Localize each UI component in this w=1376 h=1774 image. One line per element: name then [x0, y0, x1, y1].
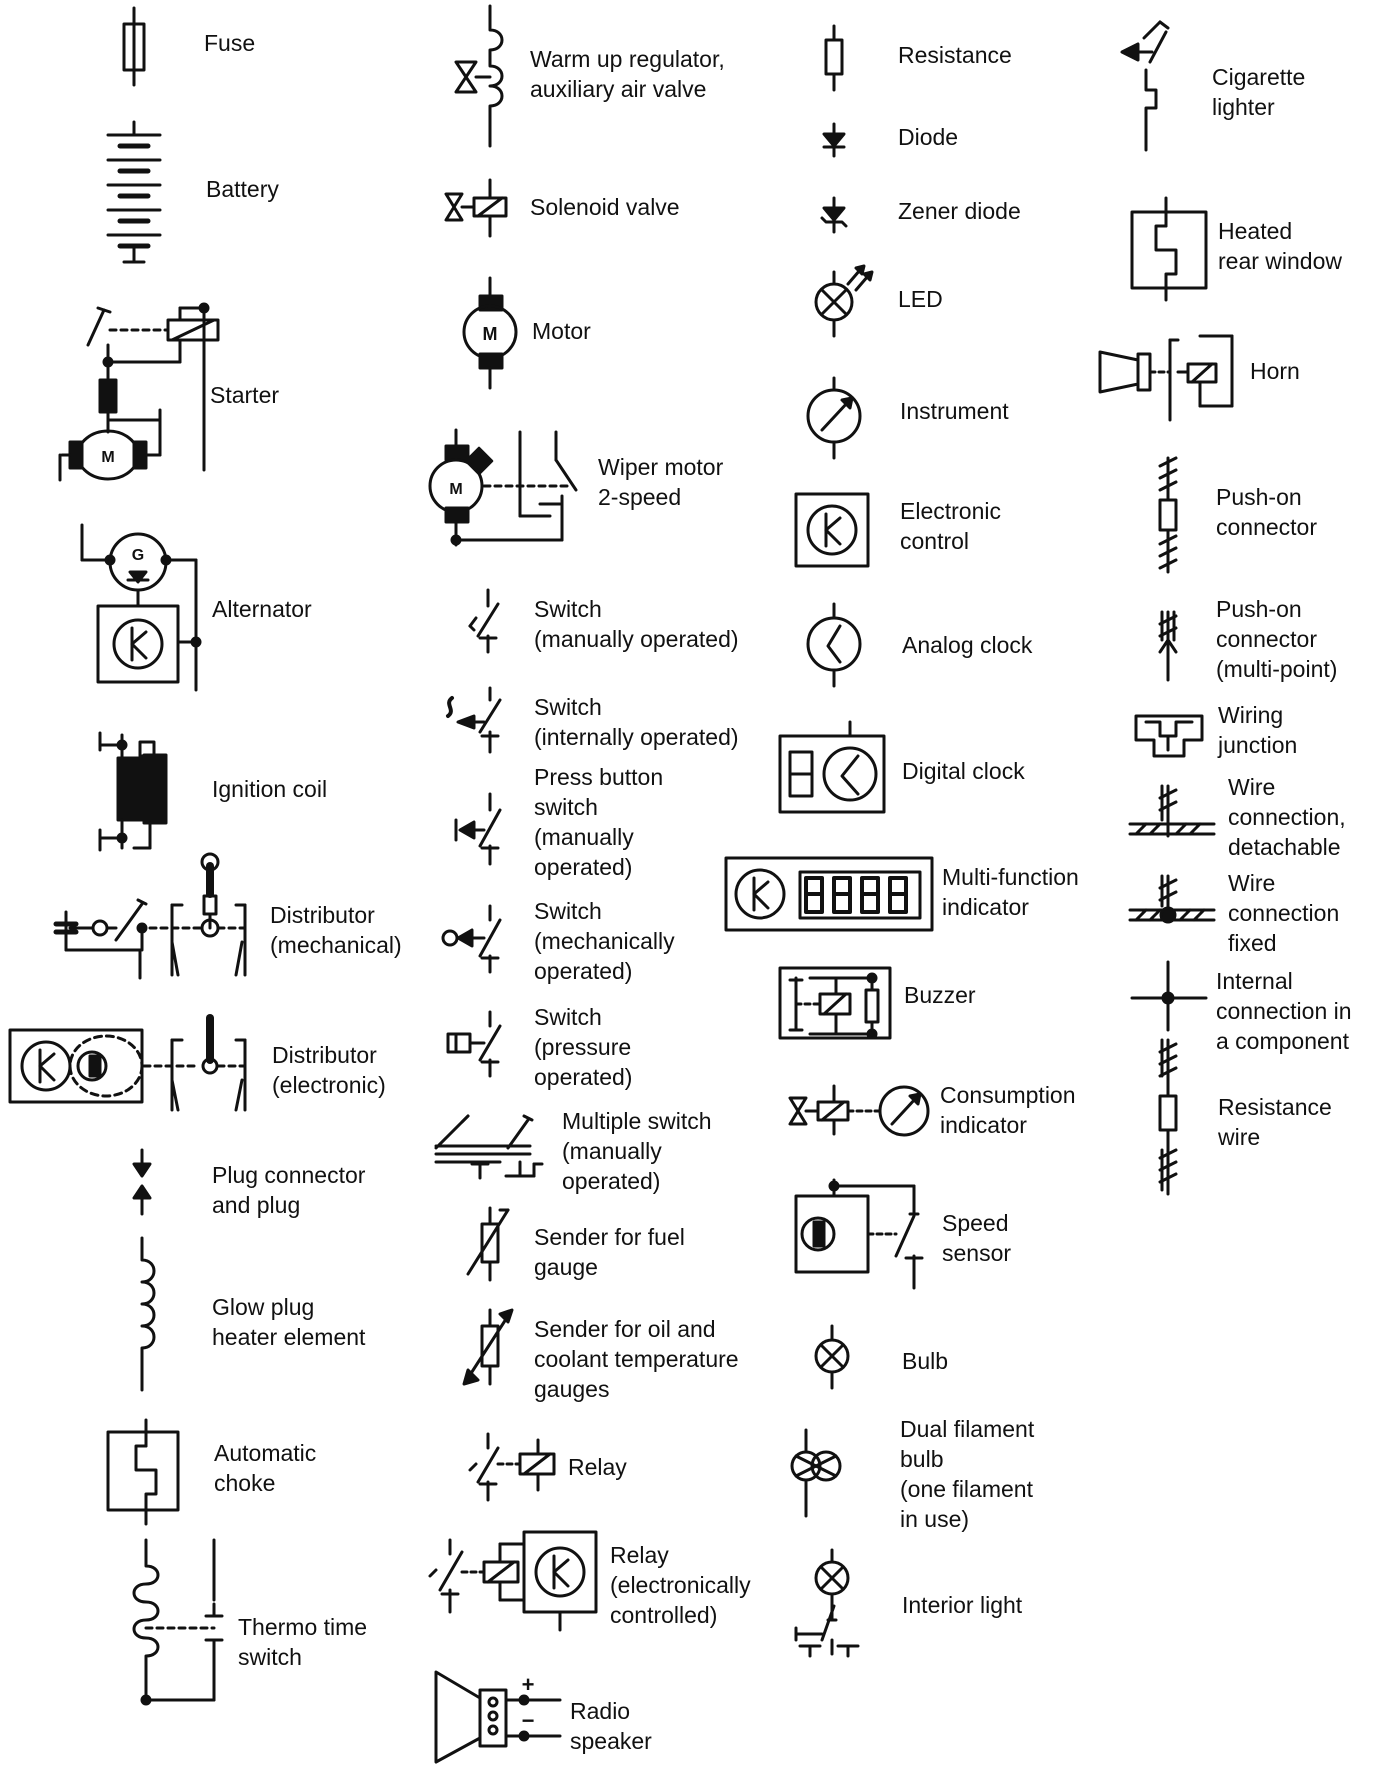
relay-symbol: [470, 1434, 554, 1500]
label-line: Radio: [570, 1698, 631, 1724]
label-buzzer: [904, 980, 976, 1010]
label-line: a component: [1216, 1028, 1349, 1054]
label-line: junction: [1218, 732, 1298, 758]
push-on-connector-multi-symbol: [1160, 612, 1176, 680]
label-line: Distributor: [270, 902, 375, 928]
starter-glyph: M: [101, 449, 115, 466]
label-line: Speed: [942, 1210, 1009, 1236]
label-interior-light: [902, 1590, 1022, 1620]
label-line: choke: [214, 1470, 276, 1496]
label-switch-manual: [534, 594, 739, 654]
label-line: Starter: [210, 382, 280, 408]
label-line: LED: [898, 286, 943, 312]
zener-diode-symbol: [822, 198, 846, 232]
label-fuse: [204, 28, 255, 58]
internal-connection-symbol: [1132, 962, 1206, 1030]
label-speed-sensor: [942, 1208, 1011, 1268]
label-zener-diode: [898, 196, 1021, 226]
automatic-choke-symbol: [108, 1420, 178, 1524]
multi-function-indicator-symbol: [726, 858, 932, 930]
label-consumption-indicator: [940, 1080, 1076, 1140]
label-warm-up-regulator: [530, 44, 725, 104]
switch-mechanical-symbol: [443, 906, 500, 972]
label-electronic-control: [900, 496, 1001, 556]
fuse-symbol: [124, 8, 144, 85]
label-line: Motor: [532, 318, 591, 344]
label-line: switch: [238, 1644, 302, 1670]
label-line: Switch: [534, 898, 602, 924]
distributor-mechanical-symbol: [56, 854, 245, 978]
label-line: Consumption: [940, 1082, 1076, 1108]
switch-pressure-symbol: [448, 1012, 500, 1076]
label-line: auxiliary air valve: [530, 76, 707, 102]
label-line: wire: [1218, 1124, 1261, 1150]
label-line: Dual filament: [900, 1416, 1035, 1442]
ignition-coil-symbol: [100, 733, 166, 850]
label-line: Relay: [610, 1542, 669, 1568]
alternator-glyph: G: [131, 547, 145, 564]
label-line: Thermo time: [238, 1614, 368, 1640]
label-line: Electronic: [900, 498, 1001, 524]
label-line: Diode: [898, 124, 959, 150]
label-plug-connector: [212, 1160, 365, 1220]
label-line: Resistance: [898, 42, 1012, 68]
horn-symbol: [1100, 336, 1232, 420]
label-line: fixed: [1228, 930, 1277, 956]
label-push-on-connector-multi: [1216, 594, 1337, 684]
label-line: Instrument: [900, 398, 1009, 424]
switch-internal-symbol: [448, 688, 500, 752]
label-line: operated): [534, 1064, 633, 1090]
label-line: heater element: [212, 1324, 366, 1350]
label-line: Buzzer: [904, 982, 976, 1008]
label-alternator: [212, 594, 312, 624]
label-battery: [206, 174, 279, 204]
battery-symbol: [108, 122, 160, 262]
label-line: lighter: [1212, 94, 1275, 120]
starter-symbol: [60, 304, 218, 480]
label-line: in use): [900, 1506, 970, 1532]
label-dual-filament-bulb: [900, 1414, 1034, 1534]
label-line: detachable: [1228, 834, 1341, 860]
label-line: connector: [1216, 626, 1318, 652]
label-line: coolant temperature: [534, 1346, 739, 1372]
label-glow-plug: [212, 1292, 365, 1352]
label-line: switch: [534, 794, 598, 820]
interior-light-symbol: [796, 1550, 858, 1656]
label-line: Internal: [1216, 968, 1293, 994]
label-line: speaker: [570, 1728, 652, 1754]
label-line: Multiple switch: [562, 1108, 712, 1134]
label-sender-fuel: [534, 1222, 685, 1282]
label-line: Multi-function: [942, 864, 1079, 890]
label-relay-electronic: [610, 1540, 751, 1630]
warm-up-regulator-symbol: [456, 6, 502, 146]
label-thermo-time-switch: [238, 1612, 367, 1672]
radio-speaker-symbol: [436, 1672, 560, 1762]
heated-rear-window-symbol: [1132, 198, 1206, 300]
label-line: Solenoid valve: [530, 194, 680, 220]
label-automatic-choke: [214, 1438, 316, 1498]
label-line: Push-on: [1216, 596, 1302, 622]
sender-fuel-symbol: [468, 1208, 508, 1280]
label-line: bulb: [900, 1446, 944, 1472]
diode-symbol: [824, 124, 844, 156]
label-cigarette-lighter: [1212, 62, 1305, 122]
label-line: Wire: [1228, 870, 1276, 896]
digital-clock-symbol: [780, 722, 884, 812]
label-analog-clock: [902, 630, 1032, 660]
label-line: Wiper motor: [598, 454, 724, 480]
resistance-symbol: [826, 26, 842, 90]
label-line: Alternator: [212, 596, 312, 622]
led-symbol: [816, 266, 872, 336]
label-line: gauges: [534, 1376, 610, 1402]
label-line: (electronically: [610, 1572, 751, 1598]
label-line: Resistance: [1218, 1094, 1332, 1120]
label-line: (manually: [562, 1138, 662, 1164]
label-line: operated): [562, 1168, 661, 1194]
label-line: operated): [534, 958, 633, 984]
label-line: rear window: [1218, 248, 1342, 274]
label-relay: [568, 1452, 627, 1482]
label-line: (manually: [534, 824, 634, 850]
label-line: Switch: [534, 596, 602, 622]
label-line: and plug: [212, 1192, 301, 1218]
label-switch-internal: [534, 692, 739, 752]
label-diode: [898, 122, 958, 152]
glow-plug-symbol: [142, 1238, 154, 1390]
label-line: (mechanically: [534, 928, 675, 954]
label-line: (internally operated): [534, 724, 739, 750]
speaker-minus-glyph: −: [521, 1708, 535, 1733]
label-line: connection in: [1216, 998, 1352, 1024]
label-resistance-wire: [1218, 1092, 1332, 1152]
electronic-control-symbol: [796, 494, 868, 566]
bulb-symbol: [816, 1326, 848, 1388]
label-line: sensor: [942, 1240, 1012, 1266]
label-distributor-electronic: [272, 1040, 386, 1100]
label-switch-mechanical: [534, 896, 675, 986]
label-line: Digital clock: [902, 758, 1025, 784]
switch-manual-symbol: [470, 590, 498, 652]
label-line: Push-on: [1216, 484, 1302, 510]
wiring-junction-symbol: [1136, 716, 1202, 756]
label-multi-function-indicator: [942, 862, 1079, 922]
label-digital-clock: [902, 756, 1025, 786]
label-wiper-motor: [598, 452, 723, 512]
wire-detachable-symbol: [1130, 786, 1214, 836]
label-line: indicator: [942, 894, 1029, 920]
label-line: Wire: [1228, 774, 1276, 800]
label-line: Cigarette: [1212, 64, 1306, 90]
cigarette-lighter-symbol: [1122, 22, 1168, 150]
plug-connector-symbol: [134, 1150, 150, 1214]
label-sender-oil: [534, 1314, 739, 1404]
sender-oil-symbol: [464, 1310, 512, 1384]
label-press-button-switch: [534, 762, 663, 882]
label-line: control: [900, 528, 970, 554]
label-line: Zener diode: [898, 198, 1021, 224]
label-solenoid-valve: [530, 192, 680, 222]
label-line: Distributor: [272, 1042, 377, 1068]
label-resistance: [898, 40, 1012, 70]
label-wire-fixed: [1228, 868, 1339, 958]
thermo-time-switch-symbol: [134, 1540, 222, 1704]
label-heated-rear-window: [1218, 216, 1342, 276]
wire-fixed-symbol: [1130, 876, 1214, 922]
label-line: (one filament: [900, 1476, 1033, 1502]
label-ignition-coil: [212, 774, 327, 804]
label-line: controlled): [610, 1602, 718, 1628]
speed-sensor-symbol: [796, 1180, 922, 1288]
label-starter: [210, 380, 279, 410]
label-line: Bulb: [902, 1348, 949, 1374]
label-line: Automatic: [214, 1440, 317, 1466]
label-multiple-switch: [562, 1106, 712, 1196]
label-wire-detachable: [1228, 772, 1346, 862]
label-line: connection,: [1228, 804, 1346, 830]
label-line: (electronic): [272, 1072, 386, 1098]
label-line: Sender for fuel: [534, 1224, 685, 1250]
label-motor: [532, 316, 591, 346]
label-wiring-junction: [1218, 700, 1297, 760]
label-line: Press button: [534, 764, 664, 790]
label-line: Fuse: [204, 30, 256, 56]
label-line: Relay: [568, 1454, 627, 1480]
relay-electronic-symbol: [430, 1532, 596, 1630]
label-line: (mechanical): [270, 932, 402, 958]
label-line: indicator: [940, 1112, 1027, 1138]
multiple-switch-symbol: [436, 1116, 542, 1178]
push-on-connector-symbol: [1160, 458, 1176, 572]
label-line: Ignition coil: [212, 776, 328, 802]
label-led: [898, 284, 943, 314]
label-switch-pressure: [534, 1002, 632, 1092]
resistance-wire-symbol: [1160, 1040, 1176, 1194]
label-instrument: [900, 396, 1009, 426]
motor-glyph: M: [482, 324, 498, 344]
solenoid-valve-symbol: [446, 180, 506, 236]
label-line: connection: [1228, 900, 1340, 926]
label-radio-speaker: [570, 1696, 652, 1756]
label-horn: [1250, 356, 1300, 386]
instrument-symbol: [808, 378, 860, 458]
label-line: Wiring: [1218, 702, 1284, 728]
label-line: (multi-point): [1216, 656, 1338, 682]
label-line: (pressure: [534, 1034, 632, 1060]
buzzer-symbol: [780, 968, 890, 1038]
label-line: Analog clock: [902, 632, 1033, 658]
label-line: 2-speed: [598, 484, 682, 510]
dual-filament-bulb-symbol: [792, 1430, 840, 1516]
label-push-on-connector: [1216, 482, 1317, 542]
label-line: (manually operated): [534, 626, 739, 652]
label-line: Heated: [1218, 218, 1293, 244]
label-line: Warm up regulator,: [530, 46, 725, 72]
wiper-glyph: M: [449, 481, 463, 498]
label-line: Plug connector: [212, 1162, 366, 1188]
distributor-electronic-symbol: [10, 1018, 245, 1110]
consumption-indicator-symbol: [790, 1086, 928, 1135]
label-line: Interior light: [902, 1592, 1023, 1618]
label-line: Glow plug: [212, 1294, 315, 1320]
press-button-switch-symbol: [456, 794, 500, 864]
label-line: operated): [534, 854, 633, 880]
label-distributor-mechanical: [270, 900, 402, 960]
label-line: Battery: [206, 176, 279, 202]
label-line: Sender for oil and: [534, 1316, 716, 1342]
speaker-plus-glyph: +: [521, 1672, 535, 1697]
label-line: Horn: [1250, 358, 1300, 384]
label-line: connector: [1216, 514, 1318, 540]
label-line: Switch: [534, 1004, 602, 1030]
label-internal-connection: [1216, 966, 1352, 1056]
label-line: gauge: [534, 1254, 598, 1280]
analog-clock-symbol: [808, 604, 860, 686]
label-bulb: [902, 1346, 948, 1376]
label-line: Switch: [534, 694, 602, 720]
